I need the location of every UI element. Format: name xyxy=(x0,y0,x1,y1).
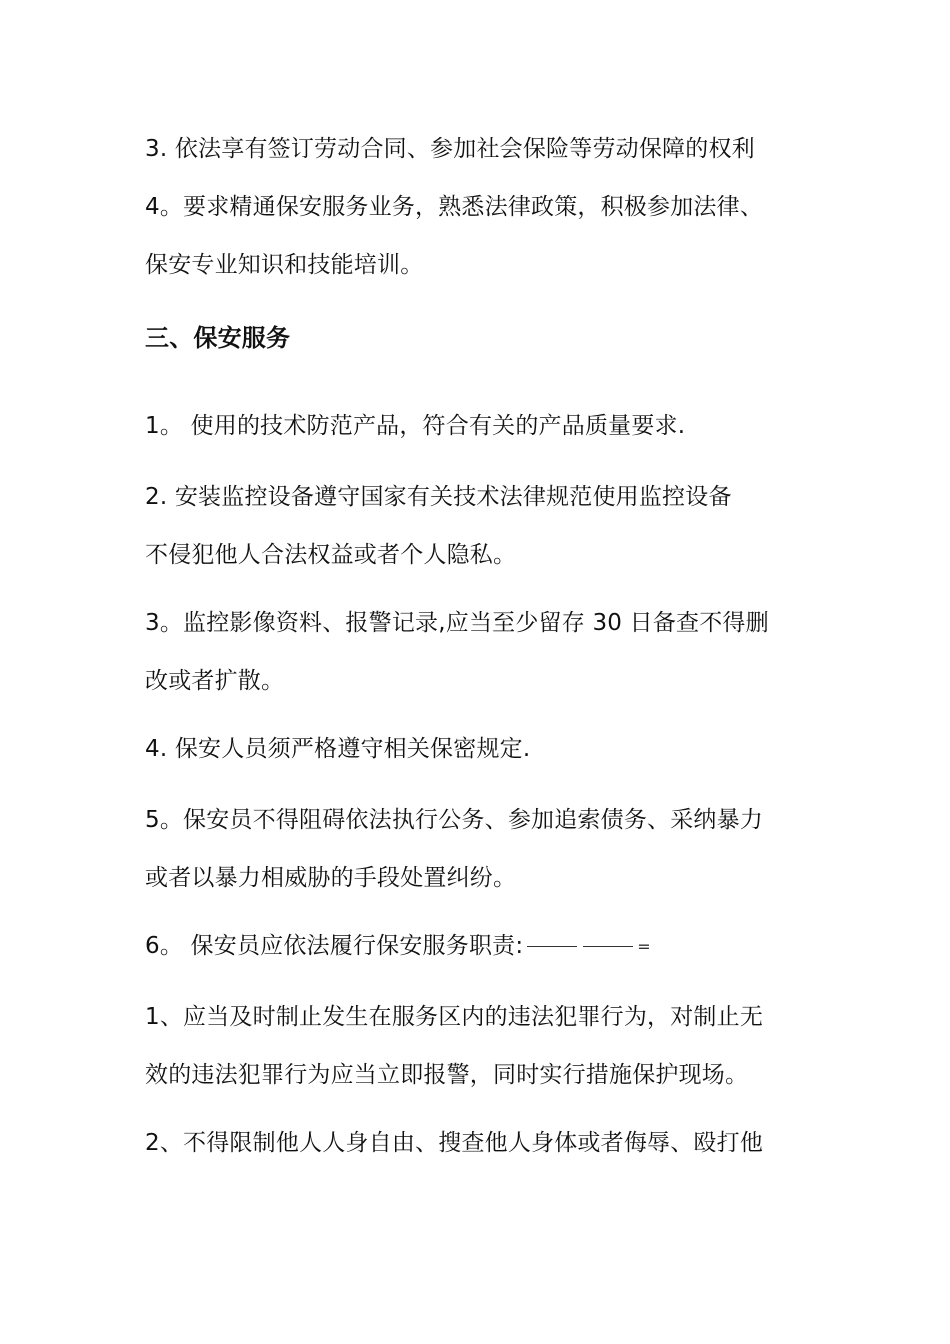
text-line: 1、应当及时制止发生在服务区内的违法犯罪行为，对制止无 xyxy=(145,1004,764,1030)
text-line: 不侵犯他人合法权益或者个人隐私。 xyxy=(145,542,517,568)
rule-segment xyxy=(527,946,577,947)
text-line: 5。保安员不得阻碍依法执行公务、参加追索债务、采纳暴力 xyxy=(145,807,764,833)
section-heading: 三、保安服务 xyxy=(145,324,291,352)
text-line: 效的违法犯罪行为应当立即报警，同时实行措施保护现场。 xyxy=(145,1062,749,1088)
text-line: 4。要求精通保安服务业务，熟悉法律政策，积极参加法律、 xyxy=(145,194,764,220)
text-line-with-rule xyxy=(145,931,815,961)
rule-segment xyxy=(583,946,633,947)
text-line: 2、不得限制他人人身自由、搜查他人身体或者侮辱、殴打他 xyxy=(145,1130,764,1156)
text-line: 3. 依法享有签订劳动合同、参加社会保险等劳动保障的权利 xyxy=(145,136,755,162)
text-line: 4. 保安人员须严格遵守相关保密规定. xyxy=(145,736,531,762)
text-line: 改或者扩散。 xyxy=(145,668,285,694)
text-line: 保安专业知识和技能培训。 xyxy=(145,252,424,278)
text-line: 1。 使用的技术防范产品，符合有关的产品质量要求. xyxy=(145,413,686,439)
text-line: 6。 保安员应依法履行保安服务职责: xyxy=(145,933,524,959)
rule-mark: = xyxy=(637,936,651,956)
text-line: 或者以暴力相威胁的手段处置纠纷。 xyxy=(145,865,517,891)
horizontal-rule xyxy=(527,936,651,956)
text-line: 3。监控影像资料、报警记录,应当至少留存 30 日备查不得删 xyxy=(145,610,769,636)
text-line: 2. 安装监控设备遵守国家有关技术法律规范使用监控设备 xyxy=(145,484,732,510)
